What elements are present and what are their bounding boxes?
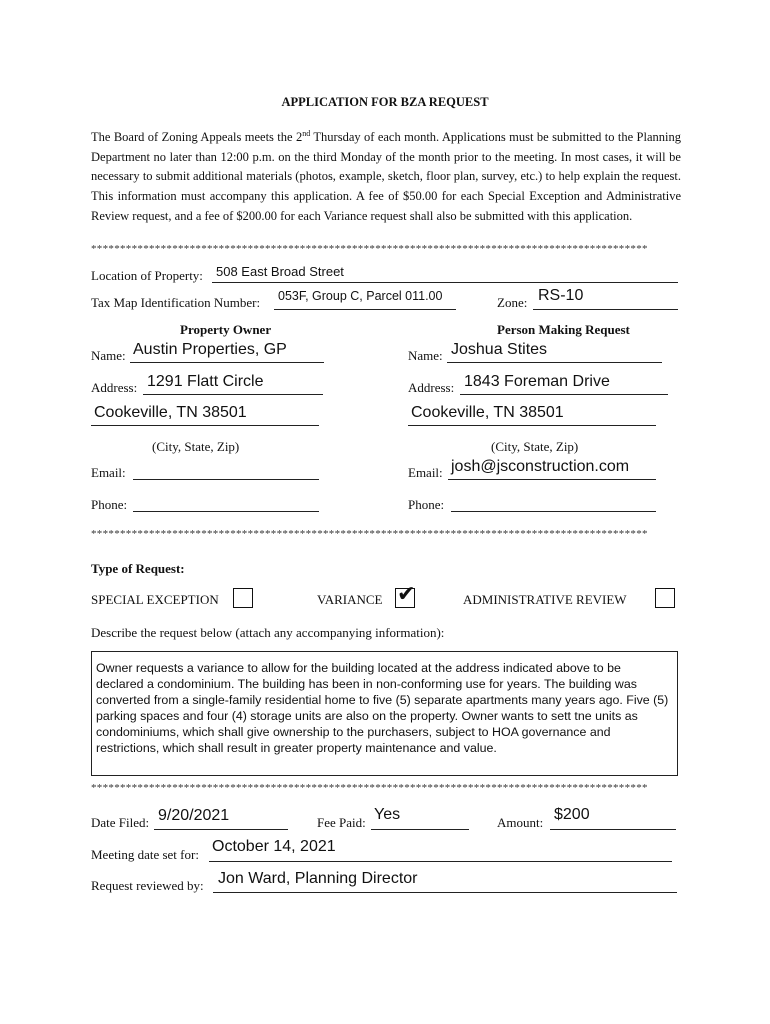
separator-middle: ************************************************************************************************ xyxy=(91,528,648,540)
meeting-date-field[interactable]: October 14, 2021 xyxy=(212,838,336,855)
taxmap-label: Tax Map Identification Number: xyxy=(91,295,261,310)
fee-paid-field[interactable]: Yes xyxy=(374,806,401,823)
requester-address-field[interactable]: 1843 Foreman Drive xyxy=(464,373,610,390)
special-exception-checkbox[interactable] xyxy=(233,588,253,608)
owner-city-line xyxy=(91,425,319,426)
taxmap-line xyxy=(274,309,456,310)
description-box[interactable] xyxy=(91,651,678,776)
reviewed-by-line xyxy=(213,892,677,893)
owner-name-field[interactable]: Austin Properties, GP xyxy=(133,341,287,358)
requester-email-field[interactable]: josh@jsconstruction.com xyxy=(451,458,630,475)
separator-top: ************************************************************************************************ xyxy=(91,243,648,255)
reviewed-by-label: Request reviewed by: xyxy=(91,878,204,893)
amount-label: Amount: xyxy=(497,815,544,830)
requester-city-line xyxy=(408,425,656,426)
meeting-date-label: Meeting date set for: xyxy=(91,847,199,862)
location-field[interactable]: 508 East Broad Street xyxy=(216,264,344,279)
date-filed-label: Date Filed: xyxy=(91,815,150,830)
date-filed-field[interactable]: 9/20/2021 xyxy=(158,807,230,824)
owner-city-field[interactable]: Cookeville, TN 38501 xyxy=(94,404,247,421)
owner-email-line xyxy=(133,479,319,480)
owner-address-field[interactable]: 1291 Flatt Circle xyxy=(147,373,264,390)
requester-address-line xyxy=(460,394,668,395)
requester-city-field[interactable]: Cookeville, TN 38501 xyxy=(411,404,564,421)
requester-name-field[interactable]: Joshua Stites xyxy=(451,341,548,358)
description-text: Owner requests a variance to allow for the building located at the address indicated above to be declared a condominium. The building has been in non-conforming use for years. The building was converted from a single-family residential home to five (5) separate apartments many years ago. Five (5) parking spaces and four (4) storage units are also on the property. Owner wants to sett tne units as condominiums, which shall give ownership to the purchasers, subject to HOA governance and restrictions, which shall result in greater property maintenance and value. xyxy=(96,661,669,755)
zone-field[interactable]: RS-10 xyxy=(538,287,584,304)
meeting-date-line xyxy=(209,861,672,862)
fee-paid-label: Fee Paid: xyxy=(317,815,366,830)
requester-heading: Person Making Request xyxy=(497,322,630,337)
location-line xyxy=(212,282,678,283)
reviewed-by-field[interactable]: Jon Ward, Planning Director xyxy=(218,870,418,887)
location-label: Location of Property: xyxy=(91,268,203,283)
requester-phone-label: Phone: xyxy=(408,497,445,512)
special-exception-label: SPECIAL EXCEPTION xyxy=(91,592,219,607)
requester-email-line xyxy=(448,479,656,480)
administrative-review-label: ADMINISTRATIVE REVIEW xyxy=(463,592,627,607)
requester-phone-line xyxy=(451,511,656,512)
requester-name-line xyxy=(447,362,662,363)
requester-address-label: Address: xyxy=(408,380,455,395)
owner-name-label: Name: xyxy=(91,348,126,363)
owner-name-line xyxy=(130,362,324,363)
intro-superscript: nd xyxy=(302,129,311,138)
form-title: APPLICATION FOR BZA REQUEST xyxy=(281,95,489,109)
owner-phone-line xyxy=(133,511,319,512)
amount-field[interactable]: $200 xyxy=(554,806,590,823)
owner-address-label: Address: xyxy=(91,380,138,395)
requester-city-caption: (City, State, Zip) xyxy=(491,439,579,454)
taxmap-field[interactable]: 053F, Group C, Parcel 011.00 xyxy=(278,289,443,303)
administrative-review-checkbox[interactable] xyxy=(655,588,675,608)
variance-label: VARIANCE xyxy=(317,592,383,607)
checkmark-icon: ✔ xyxy=(397,582,416,607)
owner-city-caption: (City, State, Zip) xyxy=(152,439,240,454)
zone-label: Zone: xyxy=(497,295,528,310)
intro-paragraph xyxy=(91,124,681,226)
intro-text-start: The Board of Zoning Appeals meets the 2 xyxy=(91,130,303,145)
date-filed-line xyxy=(154,829,288,830)
requester-name-label: Name: xyxy=(408,348,443,363)
requester-email-label: Email: xyxy=(408,465,443,480)
separator-bottom: ************************************************************************************************ xyxy=(91,782,648,794)
amount-line xyxy=(550,829,676,830)
owner-address-line xyxy=(143,394,323,395)
fee-paid-line xyxy=(371,829,469,830)
intro-text-end: Thursday of each month. Applications must be submitted to the Planning Department no later than 12:00 p.m. on the third Monday of the month prior to the meeting. In most cases, it will be necessary to submit additional materials (photos, example, sketch, floor plan, survey, etc.) to help explain the request. This information must accompany this application. A fee of $50.00 for each Special Exception and Administrative Review request, and a fee of $200.00 for each Variance request shall also be submitted with this application. xyxy=(91,130,682,223)
description-prompt: Describe the request below (attach any accompanying information): xyxy=(91,625,445,640)
variance-checkbox[interactable] xyxy=(395,582,416,608)
owner-phone-label: Phone: xyxy=(91,497,128,512)
request-type-heading: Type of Request: xyxy=(91,561,185,576)
owner-heading: Property Owner xyxy=(180,322,272,337)
owner-email-label: Email: xyxy=(91,465,126,480)
zone-line xyxy=(533,309,678,310)
